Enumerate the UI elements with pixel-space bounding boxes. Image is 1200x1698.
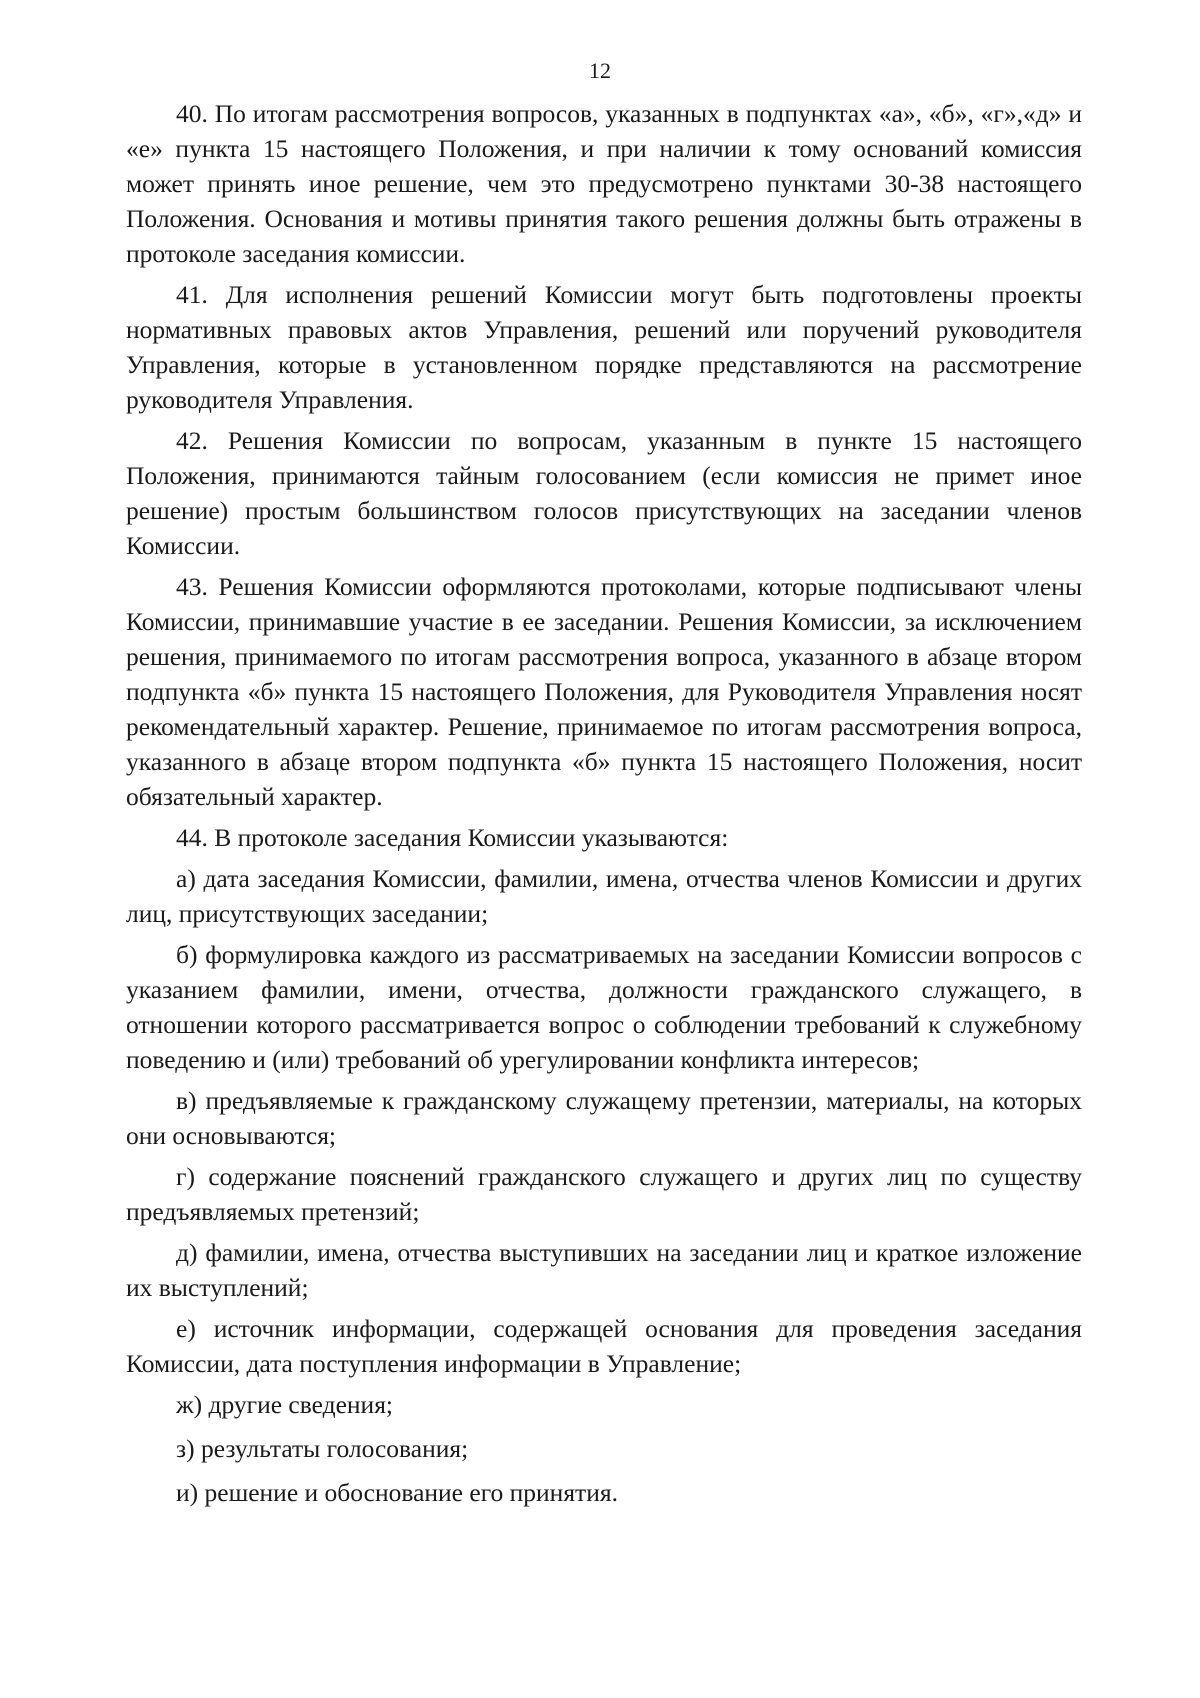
- list-item-g: г) содержание пояснений гражданского служащего и других лиц по существу предъявляемых претензий;: [126, 1162, 1082, 1226]
- list-item-v: в) предъявляемые к гражданскому служащему претензии, материалы, на которых они основываются;: [126, 1086, 1082, 1150]
- list-item-d: д) фамилии, имена, отчества выступивших на заседании лиц и краткое изложение их выступлений;: [126, 1238, 1082, 1302]
- list-item-z: з) результаты голосования;: [176, 1434, 469, 1463]
- list-item-a: а) дата заседания Комиссии, фамилии, имена, отчества членов Комиссии и других лиц, присутствующих заседании;: [126, 864, 1082, 928]
- page-number: 12: [589, 58, 611, 83]
- paragraph-40: 40. По итогам рассмотрения вопросов, указанных в подпунктах «а», «б», «г»,«д» и «е» пункта 15 настоящего Положения, и при наличии к тому оснований комиссия может принять иное решение, чем это предусмотрено пунктами 30-38 настоящего Положения. Основания и мотивы принятия такого решения должны быть отражены в протоколе заседания комиссии.: [126, 99, 1082, 268]
- list-item-i: и) решение и обоснование его принятия.: [176, 1478, 618, 1507]
- paragraph-43: 43. Решения Комиссии оформляются протоколами, которые подписывают члены Комиссии, принимавшие участие в ее заседании. Решения Комиссии, за исключением решения, принимаемого по итогам рассмотрения вопроса, указанного в абзаце втором подпункта «б» пункта 15 настоящего Положения, для Руководителя Управления носят рекомендательный характер. Решение, принимаемое по итогам рассмотрения вопроса, указанного в абзаце втором подпункта «б» пункта 15 настоящего Положения, носит обязательный характер.: [126, 572, 1082, 811]
- list-item-zh: ж) другие сведения;: [176, 1390, 394, 1419]
- paragraph-41: 41. Для исполнения решений Комиссии могут быть подготовлены проекты нормативных правовых актов Управления, решений или поручений руководителя Управления, которые в установленном порядке представляются на рассмотрение руководителя Управления.: [126, 280, 1082, 414]
- list-item-b: б) формулировка каждого из рассматриваемых на заседании Комиссии вопросов с указанием фамилии, имени, отчества, должности гражданского служащего, в отношении которого рассматривается вопрос о соблюдении требований к служебному поведению и (или) требований об урегулировании конфликта интересов;: [126, 940, 1082, 1074]
- paragraph-42: 42. Решения Комиссии по вопросам, указанным в пункте 15 настоящего Положения, принимаются тайным голосованием (если комиссия не примет иное решение) простым большинством голосов присутствующих на заседании членов Комиссии.: [126, 426, 1082, 560]
- list-item-e: е) источник информации, содержащей основания для проведения заседания Комиссии, дата поступления информации в Управление;: [126, 1314, 1082, 1378]
- document-body: [126, 96, 1082, 1516]
- paragraph-44: 44. В протоколе заседания Комиссии указываются:: [176, 823, 729, 852]
